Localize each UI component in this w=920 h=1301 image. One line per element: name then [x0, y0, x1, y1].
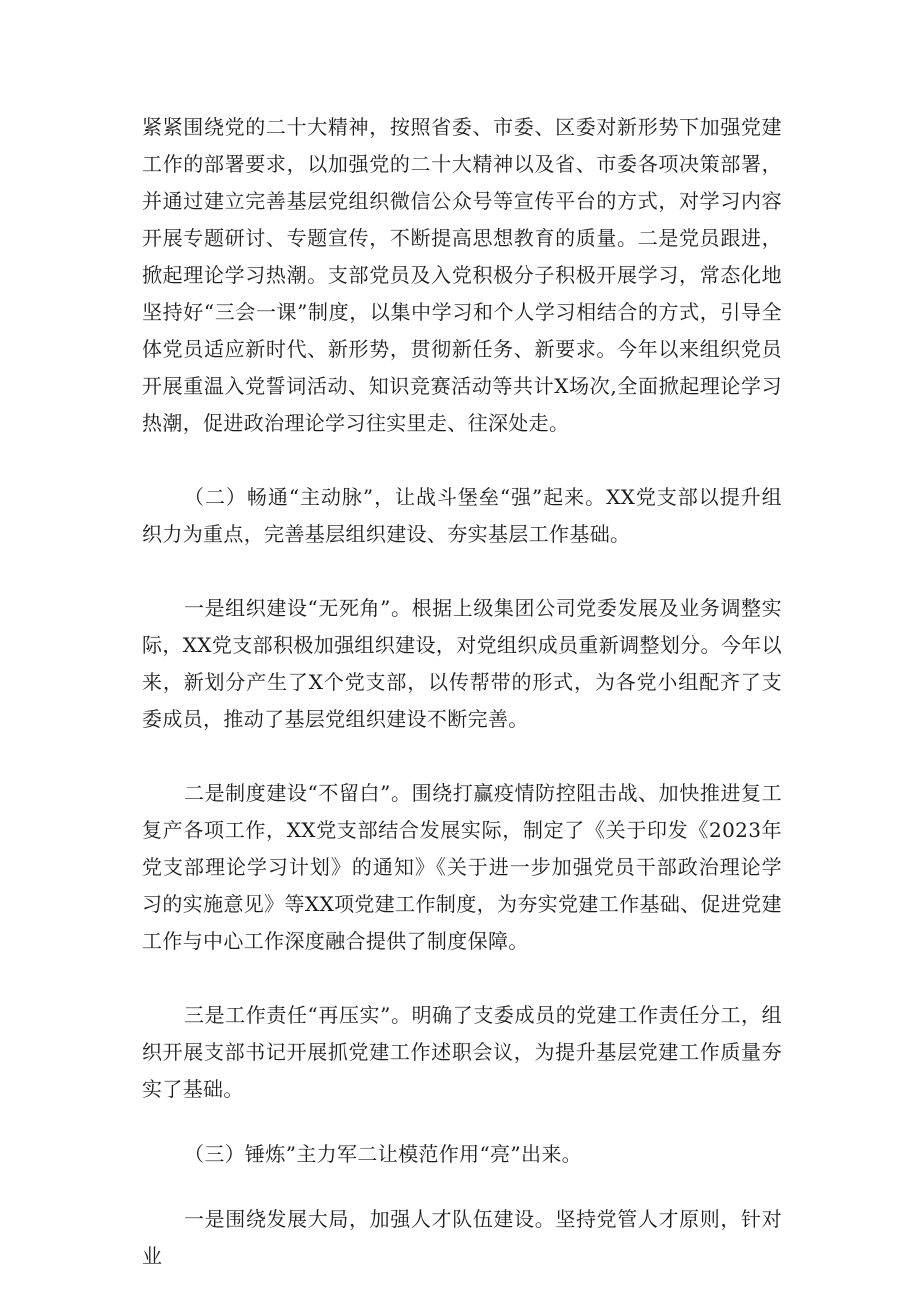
- paragraph-organization-building: 一是组织建设“无死角”。根据上级集团公司党委发展及业务调整实际，XX党支部积极加强组织建设，对党组织成员重新调整划分。今年以来，新划分产生了X个党支部，以传帮带的形式，为各党小组配齐了支委成员，推动了基层党组织建设不断完善。: [142, 596, 782, 731]
- paragraph-system-building: 二是制度建设“不留白”。围绕打赢疫情防控阻击战、加快推进复工复产各项工作，XX党支部结合发展实际，制定了《关于印发《2023年党支部理论学习计划》的通知》《关于进一步加强党员干部政治理论学习的实施意见》等XX项党建工作制度，为夯实党建工作基础、促进党建工作与中心工作深度融合提供了制度保障。: [142, 781, 782, 953]
- paragraph-section-three-heading: （三）锤炼”主力军二让模范作用“亮”出来。: [184, 1142, 583, 1166]
- paragraph-work-responsibility: 三是工作责任“再压实”。明确了支委成员的党建工作责任分工，组织开展支部书记开展抓党建工作述职会议，为提升基层党建工作质量夯实了基础。: [142, 1003, 782, 1101]
- paragraph-talent-building: 一是围绕发展大局，加强人才队伍建设。坚持党管人才原则，针对业: [142, 1207, 782, 1268]
- paragraph-theory-study: 紧紧围绕党的二十大精神，按照省委、市委、区委对新形势下加强党建工作的部署要求，以加强党的二十大精神以及省、市委各项决策部署，并通过建立完善基层党组织微信公众号等宣传平台的方式，对学习内容开展专题研讨、专题宣传，不断提高思想教育的质量。二是党员跟进，掀起理论学习热潮。支部党员及入党积极分子积极开展学习，常态化地坚持好“三会一课”制度，以集中学习和个人学习相结合的方式，引导全体党员适应新时代、新形势，贯彻新任务、新要求。今年以来组织党员开展重温入党誓词活动、知识竞赛活动等共计X场次,全面掀起理论学习热潮，促进政治理论学习往实里走、往深处走。: [142, 115, 782, 435]
- document-body: [142, 109, 782, 1275]
- paragraph-section-two-heading: （二）畅通“主动脉”，让战斗堡垒“强”起来。XX党支部以提升组织力为重点，完善基层组织建设、夯实基层工作基础。: [142, 485, 782, 546]
